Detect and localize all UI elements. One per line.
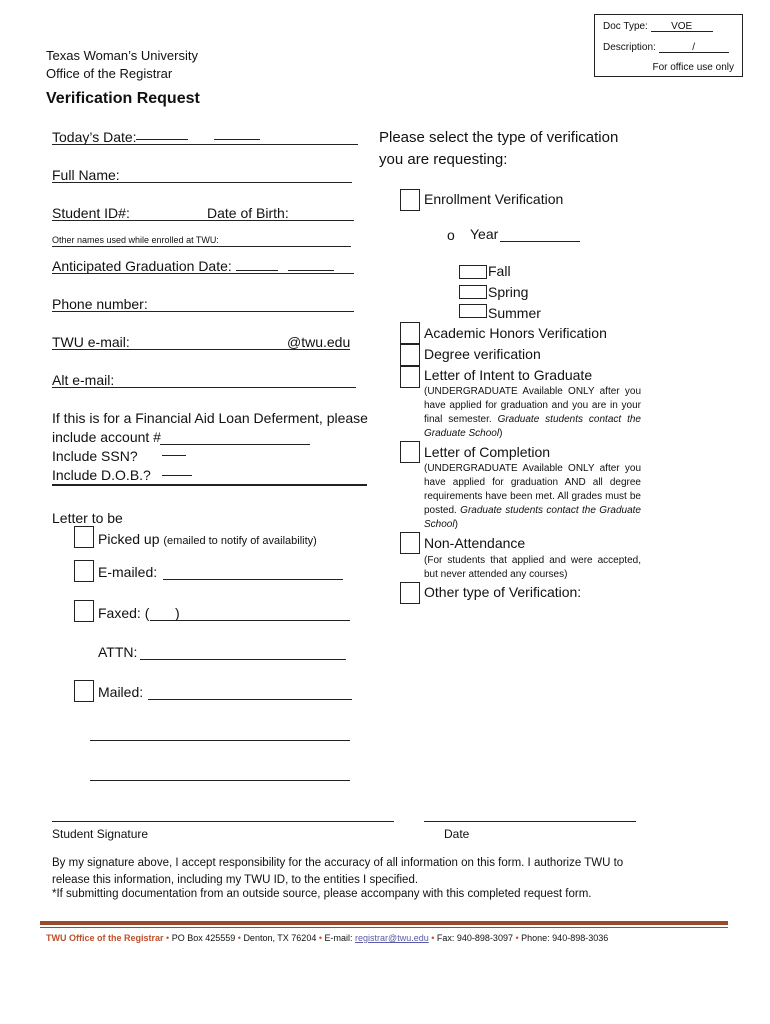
include-ssn-field[interactable] (162, 455, 186, 456)
emailed-field[interactable] (163, 579, 343, 580)
footer-address: PO Box 425559 (171, 933, 236, 943)
enrollment-label: Enrollment Verification (424, 191, 564, 207)
year-field[interactable] (500, 241, 580, 242)
anticipated-grad-label: Anticipated Graduation Date: (52, 258, 232, 274)
picked-up-note: (emailed to notify of availability) (163, 535, 317, 547)
mailing-address-line-2[interactable] (90, 780, 350, 781)
office-use-note: For office use only (652, 62, 734, 73)
footer-bullet-3: • (318, 933, 322, 943)
university-name: Texas Woman’s University (46, 48, 198, 63)
picked-up-label: Picked up (98, 531, 160, 547)
description-row (603, 42, 729, 53)
nonattendance-checkbox[interactable] (400, 532, 420, 554)
include-dob-field[interactable] (162, 475, 192, 476)
honors-label: Academic Honors Verification (424, 325, 607, 341)
degree-checkbox[interactable] (400, 344, 420, 366)
other-names-label: Other names used while enrolled at TWU: (52, 235, 219, 245)
prompt-line1: Please select the type of verification (379, 129, 619, 146)
prompt-line2: you are requesting: (379, 151, 508, 168)
footer-rule-thick (40, 921, 728, 925)
grad-month-line[interactable] (236, 270, 278, 271)
attn-field[interactable] (140, 659, 346, 660)
intent-note (424, 385, 641, 441)
student-signature-label: Student Signature (52, 827, 149, 841)
faxed-label: Faxed: ( (98, 605, 150, 621)
mailing-address-line-1[interactable] (90, 740, 350, 741)
other-names-field[interactable] (52, 246, 351, 247)
nonattendance-label: Non-Attendance (424, 535, 526, 551)
alt-email-field[interactable] (52, 387, 356, 388)
outside-source-note: *If submitting documentation from an outside source, please accompany with this completed request form. (52, 888, 592, 900)
footer-rule-thin (40, 927, 728, 928)
attn-label: ATTN: (98, 644, 138, 660)
enrollment-checkbox[interactable] (400, 189, 420, 211)
emailed-checkbox[interactable] (74, 560, 94, 582)
letter-to-be-label: Letter to be (52, 510, 123, 526)
twu-email-field[interactable] (52, 349, 350, 350)
mailed-checkbox[interactable] (74, 680, 94, 702)
alt-email-label: Alt e-mail: (52, 372, 115, 388)
faxed-close-paren: ) (175, 605, 180, 621)
intent-note-text: (UNDERGRADUATE Available ONLY after you have applied for graduation and you are in your final semester. (424, 386, 641, 425)
fin-aid-line2: include account # (52, 429, 161, 445)
signature-date-line[interactable] (424, 821, 636, 822)
fin-aid-rule (52, 484, 367, 486)
completion-note-close: ) (454, 519, 458, 530)
description-value[interactable]: / (659, 42, 729, 53)
twu-email-domain: @twu.edu (287, 334, 351, 350)
fall-label: Fall (488, 263, 511, 279)
registrar-office: Office of the Registrar (46, 66, 173, 81)
doc-type-label: Doc Type: (603, 21, 648, 32)
account-number-field[interactable] (160, 444, 310, 445)
footer-bullet-5: • (515, 933, 519, 943)
full-name-field[interactable] (52, 182, 352, 183)
signature-date-label: Date (444, 827, 470, 841)
date-month-line[interactable] (136, 139, 188, 140)
fin-aid-line1: If this is for a Financial Aid Loan Deferment, please (52, 410, 368, 426)
phone-label: Phone number: (52, 296, 148, 312)
footer-bullet-4: • (431, 933, 435, 943)
honors-checkbox[interactable] (400, 322, 420, 344)
other-checkbox[interactable] (400, 582, 420, 604)
summer-label: Summer (488, 305, 541, 321)
degree-label: Degree verification (424, 346, 541, 362)
completion-label: Letter of Completion (424, 444, 551, 460)
phone-field[interactable] (52, 311, 354, 312)
description-label: Description: (603, 42, 656, 53)
year-label: Year (470, 226, 499, 242)
footer-fax: Fax: 940-898-3097 (436, 933, 513, 943)
include-dob-label: Include D.O.B.? (52, 467, 151, 483)
faxed-checkbox[interactable] (74, 600, 94, 622)
picked-up-checkbox[interactable] (74, 526, 94, 548)
intent-note-close: ) (499, 428, 503, 439)
anticipated-grad-field[interactable] (52, 273, 354, 274)
summer-checkbox[interactable] (459, 304, 487, 318)
fall-checkbox[interactable] (459, 265, 487, 279)
todays-date-row (52, 129, 137, 145)
spring-label: Spring (488, 284, 529, 300)
date-day-line[interactable] (214, 139, 260, 140)
intent-checkbox[interactable] (400, 366, 420, 388)
signature-line[interactable] (52, 821, 394, 822)
faxed-field[interactable] (150, 620, 350, 621)
footer-phone: Phone: 940-898-3036 (521, 933, 609, 943)
student-id-label: Student ID#: (52, 205, 130, 221)
year-bullet: o (447, 227, 455, 243)
todays-date-label: Today’s Date: (52, 129, 137, 145)
full-name-label: Full Name: (52, 167, 120, 183)
spring-checkbox[interactable] (459, 285, 487, 299)
student-id-dob-field[interactable] (52, 220, 354, 221)
doc-type-row (603, 21, 713, 32)
other-label: Other type of Verification: (424, 584, 582, 600)
footer-email-label: E-mail: (324, 933, 353, 943)
mailed-label: Mailed: (98, 684, 144, 700)
footer-email-link[interactable]: registrar@twu.edu (355, 933, 429, 943)
footer-office: TWU Office of the Registrar (46, 933, 164, 943)
footer-bullet-2: • (237, 933, 241, 943)
agreement-text: By my signature above, I accept responsibility for the accuracy of all information on this form. I authorize TWU to release this information, including my TWU ID, to the entities I specified. (52, 857, 624, 886)
dob-label: Date of Birth: (207, 205, 289, 221)
completion-note (424, 462, 641, 532)
footer-bullet-1: • (166, 933, 170, 943)
grad-year-line[interactable] (288, 270, 334, 271)
completion-note-grad: Graduate students contact the Graduate School (424, 505, 641, 530)
doc-type-value[interactable]: VOE (651, 21, 713, 32)
todays-date-field[interactable] (52, 144, 358, 145)
emailed-label: E-mailed: (98, 564, 158, 580)
include-ssn-label: Include SSN? (52, 448, 138, 464)
page-title: Verification Request (46, 90, 200, 107)
completion-note-text: (UNDERGRADUATE Available ONLY after you have applied for graduation AND all degree requirements have been met. All grades must be posted. (424, 463, 641, 516)
intent-note-grad: Graduate students contact the Graduate School (424, 414, 641, 439)
completion-checkbox[interactable] (400, 441, 420, 463)
twu-email-label: TWU e-mail: (52, 334, 130, 350)
footer-city: Denton, TX 76204 (243, 933, 317, 943)
office-use-box (594, 14, 743, 77)
picked-up-row (98, 531, 317, 547)
footer-contact (46, 933, 608, 943)
mailed-field[interactable] (148, 699, 352, 700)
intent-label: Letter of Intent to Graduate (424, 367, 593, 383)
nonattendance-note: (For students that applied and were accepted, but never attended any courses) (424, 555, 641, 580)
